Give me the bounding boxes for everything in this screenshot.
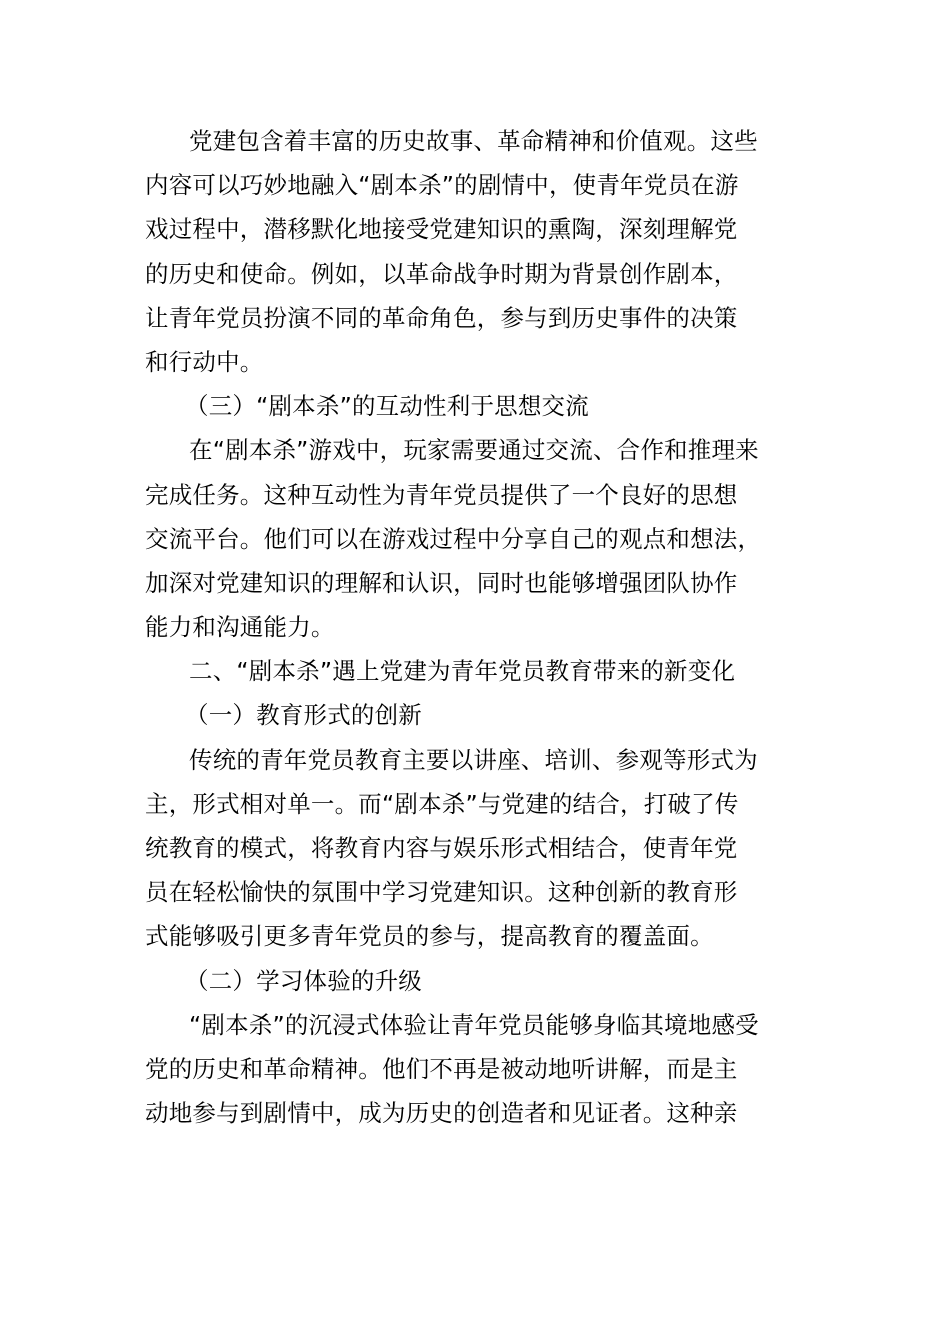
paragraph-line: 的历史和使命。例如，以革命战争时期为背景创作剧本，	[145, 259, 738, 288]
paragraph-line: 党建包含着丰富的历史故事、革命精神和价值观。这些	[189, 127, 758, 155]
paragraph-line: 戏过程中，潜移默化地接受党建知识的熏陶，深刻理解党	[145, 215, 738, 244]
document-body	[145, 119, 805, 1135]
paragraph-line: 主，形式相对单一。而“剧本杀”与党建的结合，打破了传	[145, 789, 739, 818]
paragraph-line: 在“剧本杀”游戏中，玩家需要通过交流、合作和推理来	[189, 436, 759, 465]
paragraph-line: 和行动中。	[145, 347, 264, 376]
section-subheading: （三）“剧本杀”的互动性利于思想交流	[185, 392, 589, 421]
paragraph-line: 员在轻松愉快的氛围中学习党建知识。这种创新的教育形	[145, 878, 738, 907]
paragraph-line: 式能够吸引更多青年党员的参与，提高教育的覆盖面。	[145, 922, 714, 951]
paragraph-line: 让青年党员扮演不同的革命角色，参与到历史事件的决策	[145, 303, 738, 332]
paragraph-line: 动地参与到剧情中，成为历史的创造者和见证者。这种亲	[145, 1099, 738, 1128]
paragraph-line: 能力和沟通能力。	[145, 613, 335, 642]
paragraph-line: 加深对党建知识的理解和认识，同时也能够增强团队协作	[145, 568, 738, 597]
paragraph-line: 交流平台。他们可以在游戏过程中分享自己的观点和想法，	[145, 524, 762, 553]
section-subheading: （二）学习体验的升级	[185, 966, 422, 995]
paragraph-line: 党的历史和革命精神。他们不再是被动地听讲解，而是主	[145, 1054, 738, 1083]
paragraph-line: 内容可以巧妙地融入“剧本杀”的剧情中，使青年党员在游	[145, 171, 739, 200]
paragraph-line: “剧本杀”的沉浸式体验让青年党员能够身临其境地感受	[189, 1010, 759, 1039]
paragraph-line: 传统的青年党员教育主要以讲座、培训、参观等形式为	[189, 745, 758, 774]
paragraph-line: 完成任务。这种互动性为青年党员提供了一个良好的思想	[145, 480, 738, 509]
paragraph-line: 统教育的模式，将教育内容与娱乐形式相结合，使青年党	[145, 834, 738, 862]
section-subheading: （一）教育形式的创新	[185, 701, 422, 730]
section-heading: 二、“剧本杀”遇上党建为青年党员教育带来的新变化	[189, 657, 736, 686]
